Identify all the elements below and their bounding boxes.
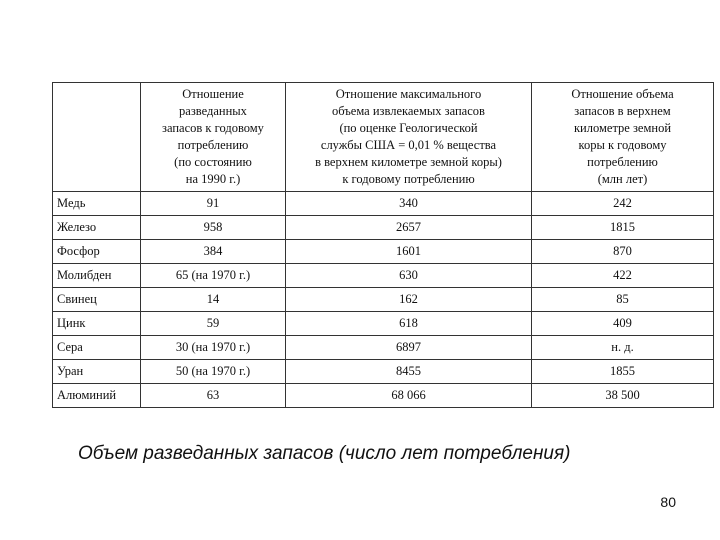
- explored-ratio-value: 30 (на 1970 г.): [141, 336, 286, 360]
- table-row: [53, 288, 714, 312]
- resource-name: Железо: [53, 216, 141, 240]
- table-row: [53, 192, 714, 216]
- max-extractable-value: 1601: [286, 240, 532, 264]
- crust-reserves-value: 409: [532, 312, 714, 336]
- table-caption: Объем разведанных запасов (число лет потребления): [78, 443, 571, 464]
- max-extractable-value: 2657: [286, 216, 532, 240]
- explored-ratio-value: 59: [141, 312, 286, 336]
- explored-ratio-value: 91: [141, 192, 286, 216]
- table-row: [53, 216, 714, 240]
- crust-reserves-value: 85: [532, 288, 714, 312]
- crust-reserves-value: 242: [532, 192, 714, 216]
- table-row: [53, 264, 714, 288]
- page-number: 80: [660, 494, 676, 510]
- max-extractable-value: 8455: [286, 360, 532, 384]
- resource-name: Уран: [53, 360, 141, 384]
- crust-reserves-value: 1855: [532, 360, 714, 384]
- resource-name: Сера: [53, 336, 141, 360]
- explored-ratio-value: 63: [141, 384, 286, 408]
- header-empty-cell: [53, 83, 141, 192]
- explored-ratio-value: 384: [141, 240, 286, 264]
- resource-name: Медь: [53, 192, 141, 216]
- max-extractable-value: 630: [286, 264, 532, 288]
- resource-name: Цинк: [53, 312, 141, 336]
- crust-reserves-value: 870: [532, 240, 714, 264]
- table-row: [53, 336, 714, 360]
- explored-ratio-value: 958: [141, 216, 286, 240]
- max-extractable-value: 618: [286, 312, 532, 336]
- explored-ratio-value: 65 (на 1970 г.): [141, 264, 286, 288]
- header-max-extractable-ratio: Отношение максимального объема извлекаемых запасов (по оценке Геологической службы США = 0,01 % вещества в верхнем километре земной коры) к годовому потреблению: [286, 83, 532, 192]
- resource-name: Молибден: [53, 264, 141, 288]
- header-explored-reserves-ratio: Отношение разведанных запасов к годовому потреблению (по состоянию на 1990 г.): [141, 83, 286, 192]
- resource-name: Фосфор: [53, 240, 141, 264]
- table-row: [53, 384, 714, 408]
- table-header-row: [53, 83, 714, 192]
- table-row: [53, 240, 714, 264]
- resource-name: Алюминий: [53, 384, 141, 408]
- reserves-table: [52, 82, 714, 408]
- header-crust-reserves-ratio: Отношение объема запасов в верхнем километре земной коры к годовому потреблению (млн лет): [532, 83, 714, 192]
- crust-reserves-value: 1815: [532, 216, 714, 240]
- table-row: [53, 312, 714, 336]
- crust-reserves-value: н. д.: [532, 336, 714, 360]
- table-row: [53, 360, 714, 384]
- crust-reserves-value: 38 500: [532, 384, 714, 408]
- explored-ratio-value: 14: [141, 288, 286, 312]
- crust-reserves-value: 422: [532, 264, 714, 288]
- max-extractable-value: 6897: [286, 336, 532, 360]
- max-extractable-value: 340: [286, 192, 532, 216]
- max-extractable-value: 162: [286, 288, 532, 312]
- resource-name: Свинец: [53, 288, 141, 312]
- explored-ratio-value: 50 (на 1970 г.): [141, 360, 286, 384]
- max-extractable-value: 68 066: [286, 384, 532, 408]
